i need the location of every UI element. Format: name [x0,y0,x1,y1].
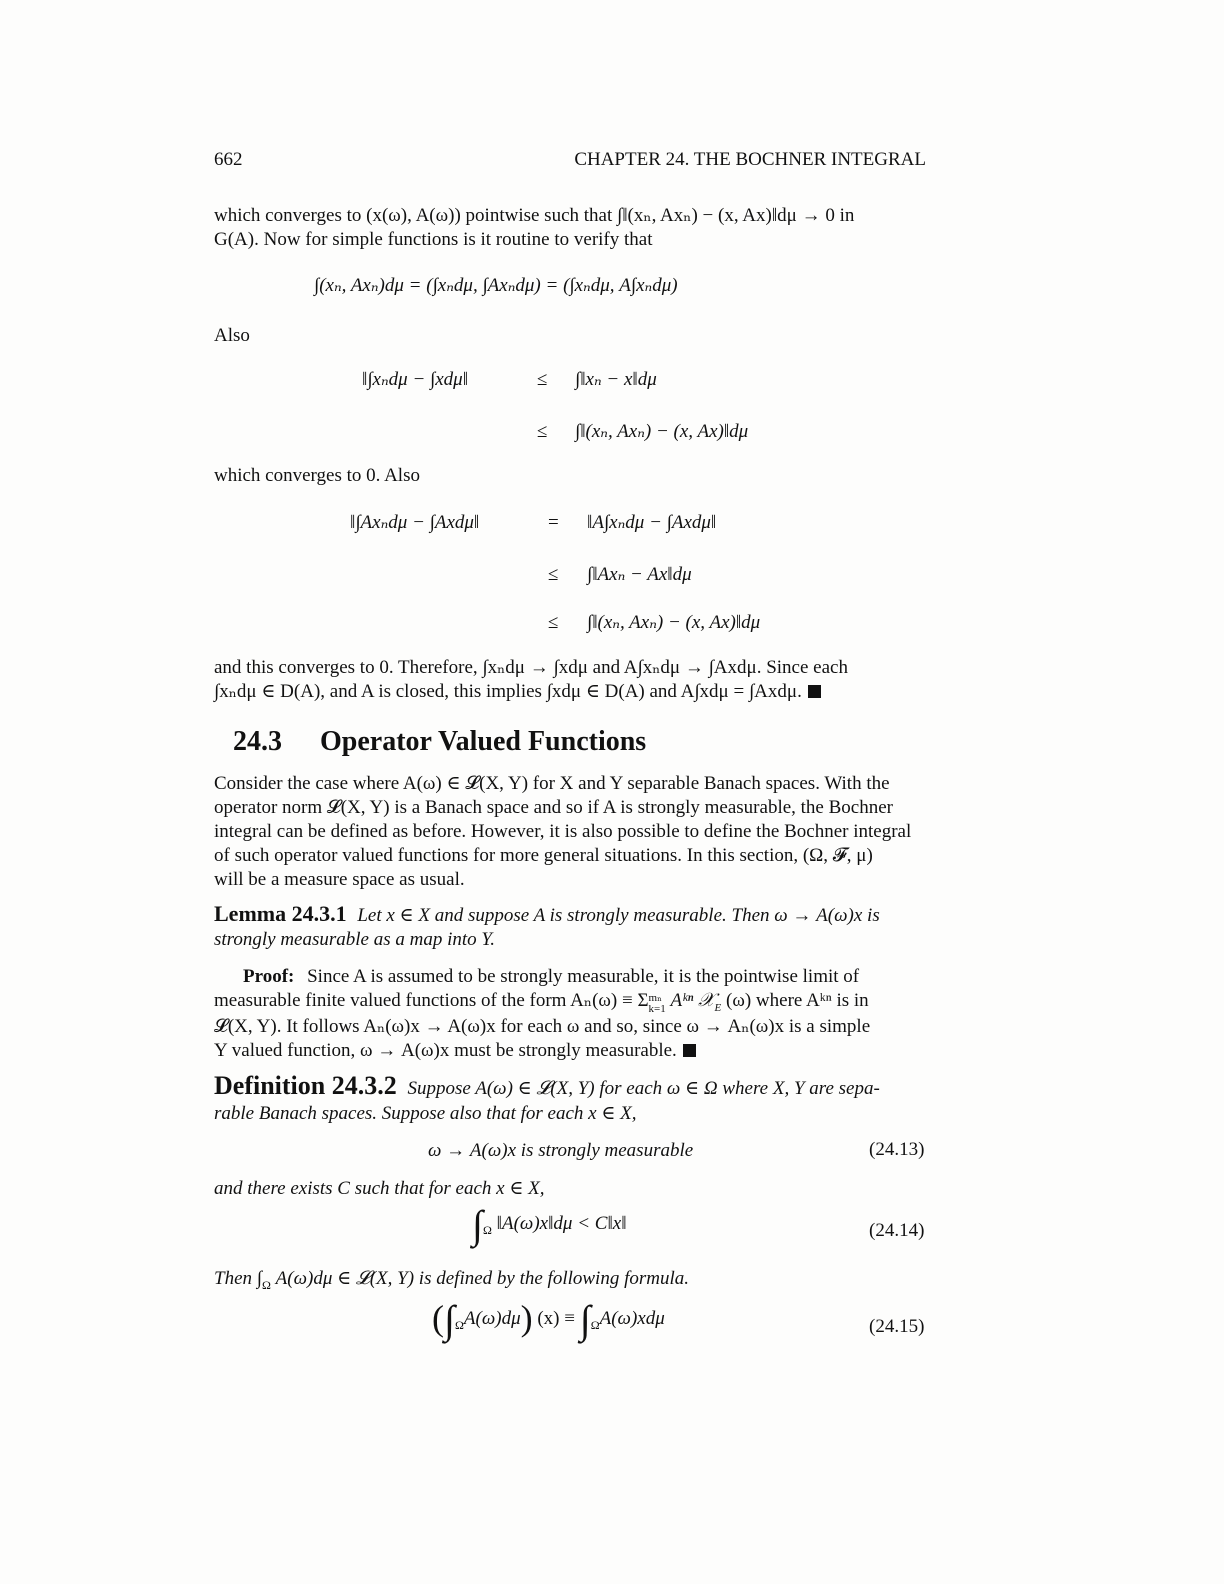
definition-line-1 [214,1071,880,1101]
definition-omega-sub: Ω [261,1277,271,1292]
intro-line-1: which converges to (x(ω), A(ω)) pointwise such that ∫‖(xₙ, Axₙ) − (x, Ax)‖dμ → 0 in [214,205,855,226]
conclusion-line-2-text: ∫xₙdμ ∈ D(A), and A is closed, this implies ∫xdμ ∈ D(A) and A∫xdμ = ∫Axdμ. [214,681,802,702]
running-title: CHAPTER 24. THE BOCHNER INTEGRAL [574,149,926,170]
proof-line-2: measurable finite valued functions of the form Aₙ(ω) ≡ Σmₙ k=1 Aᵏⁿ 𝒳$_E$ (ω) where Aᵏⁿ is in [214,990,869,1015]
section-para-line-2: operator norm 𝓛(X, Y) is a Banach space and so if A is strongly measurable, the Bochner [214,797,893,818]
equation-24-14 [472,1202,627,1247]
page-number: 662 [214,149,243,170]
proof-sum-lower: k=1 [648,1003,666,1015]
ineq2-rhs-2: ∫‖Axₙ − Ax‖dμ [587,564,692,585]
proof-text-2a: measurable finite valued functions of the form Aₙ(ω) ≡ Σ [214,990,649,1011]
conclusion-line-1: and this converges to 0. Therefore, ∫xₙdμ → ∫xdμ and A∫xₙdμ → ∫Axdμ. Since each [214,657,848,678]
ineq2-lhs: ‖∫Axₙdμ − ∫Axdμ‖ [350,512,480,533]
omega-subscript: Ω [454,1317,464,1332]
omega-subscript: Ω [590,1317,600,1332]
lemma-line-1 [214,902,880,928]
intro-line-2: G(A). Now for simple functions is it routine to verify that [214,229,653,250]
equation-number-24-15: (24.15) [869,1316,925,1337]
ineq2-relation-2: ≤ [548,564,559,585]
section-title: Operator Valued Functions [320,726,647,757]
lemma-label: Lemma 24.3.1 [214,901,347,926]
definition-line-4 [214,1267,689,1297]
definition-line-2: rable Banach spaces. Suppose also that for each x ∈ X, [214,1103,637,1124]
ineq1-rhs-1: ∫‖xₙ − x‖dμ [575,369,657,390]
proof-line-3: 𝓛(X, Y). It follows Aₙ(ω)x → A(ω)x for each ω and so, since ω → Aₙ(ω)x is a simple [214,1016,871,1037]
lemma-line-2: strongly measurable as a map into Y. [214,929,495,950]
conclusion-line-2 [214,680,821,704]
ineq1-lhs: ‖∫xₙdμ − ∫xdμ‖ [362,369,469,390]
section-number: 24.3 [233,726,282,757]
section-para-line-3: integral can be defined as before. However, it is also possible to define the Bochner integral [214,821,912,842]
proof-text-4: Y valued function, ω → A(ω)x must be strongly measurable. [214,1040,677,1061]
equation-24-13: ω → A(ω)x is strongly measurable [428,1140,694,1161]
ineq1-relation-2: ≤ [537,421,548,442]
definition-text-1: Suppose A(ω) ∈ 𝓛(X, Y) for each ω ∈ Ω where X, Y are sepa- [407,1078,880,1099]
proof-sum-upper: mₙ [648,992,662,1004]
also-label: Also [214,325,250,346]
converges-also-text: which converges to 0. Also [214,465,420,486]
equation-24-15-mid: (x) ≡ [537,1308,575,1329]
proof-line-4 [214,1039,696,1063]
ineq2-rhs-3: ∫‖(xₙ, Axₙ) − (x, Ax)‖dμ [587,612,761,633]
ineq2-rhs-1: ‖A∫xₙdμ − ∫Axdμ‖ [587,512,717,533]
proof-line-1 [243,965,859,989]
proof-label: Proof: [243,966,295,987]
qed-square-icon [808,685,821,698]
definition-label: Definition 24.3.2 [214,1071,397,1100]
definition-text-4a: Then ∫ [214,1268,262,1289]
integral-sign-icon: ∫ [579,1297,591,1342]
equation-24-15-lhs: A(ω)dμ [463,1308,521,1329]
proof-text-2c: (ω) where Aᵏⁿ is in [726,990,869,1011]
integral-sign-icon: ∫ [472,1202,483,1247]
section-para-line-1: Consider the case where A(ω) ∈ 𝓛(X, Y) for X and Y separable Banach spaces. With the [214,773,890,794]
ineq1-relation-1: ≤ [537,369,548,390]
section-para-line-5: will be a measure space as usual. [214,869,465,890]
ineq2-relation-1: = [548,512,559,533]
equation-simple-functions: ∫(xₙ, Axₙ)dμ = (∫xₙdμ, ∫Axₙdμ) = (∫xₙdμ, A∫xₙdμ) [314,275,678,296]
definition-text-4b: A(ω)dμ ∈ 𝓛(X, Y) is defined by the following formula. [275,1268,690,1289]
proof-sum-limits [649,993,666,1015]
proof-text-2b: Aᵏⁿ 𝒳 [670,990,715,1011]
proof-text-1: Since A is assumed to be strongly measurable, it is the pointwise limit of [307,966,860,987]
equation-number-24-14: (24.14) [869,1220,925,1241]
lemma-text-1: Let x ∈ X and suppose A is strongly measurable. Then ω → A(ω)x is [357,905,880,926]
equation-24-14-body: ‖A(ω)x‖dμ < C‖x‖ [496,1213,627,1234]
integral-sign-icon: ∫ [444,1297,455,1342]
ineq2-relation-3: ≤ [548,612,559,633]
equation-24-15-rhs: A(ω)xdμ [599,1308,665,1329]
omega-subscript: Ω [482,1222,492,1237]
equation-24-15: $(\int_\Omega A(\omega)d\mu) (x) \equiv \int_\Omega A(\omega)xd\mu$ [432,1297,665,1342]
qed-square-icon [683,1044,696,1057]
section-para-line-4: of such operator valued functions for more general situations. In this section, (Ω, 𝓕, μ) [214,845,873,866]
section-heading [233,726,646,758]
ineq1-rhs-2: ∫‖(xₙ, Axₙ) − (x, Ax)‖dμ [575,421,749,442]
definition-line-3: and there exists C such that for each x ∈ X, [214,1178,545,1199]
equation-number-24-13: (24.13) [869,1139,925,1160]
